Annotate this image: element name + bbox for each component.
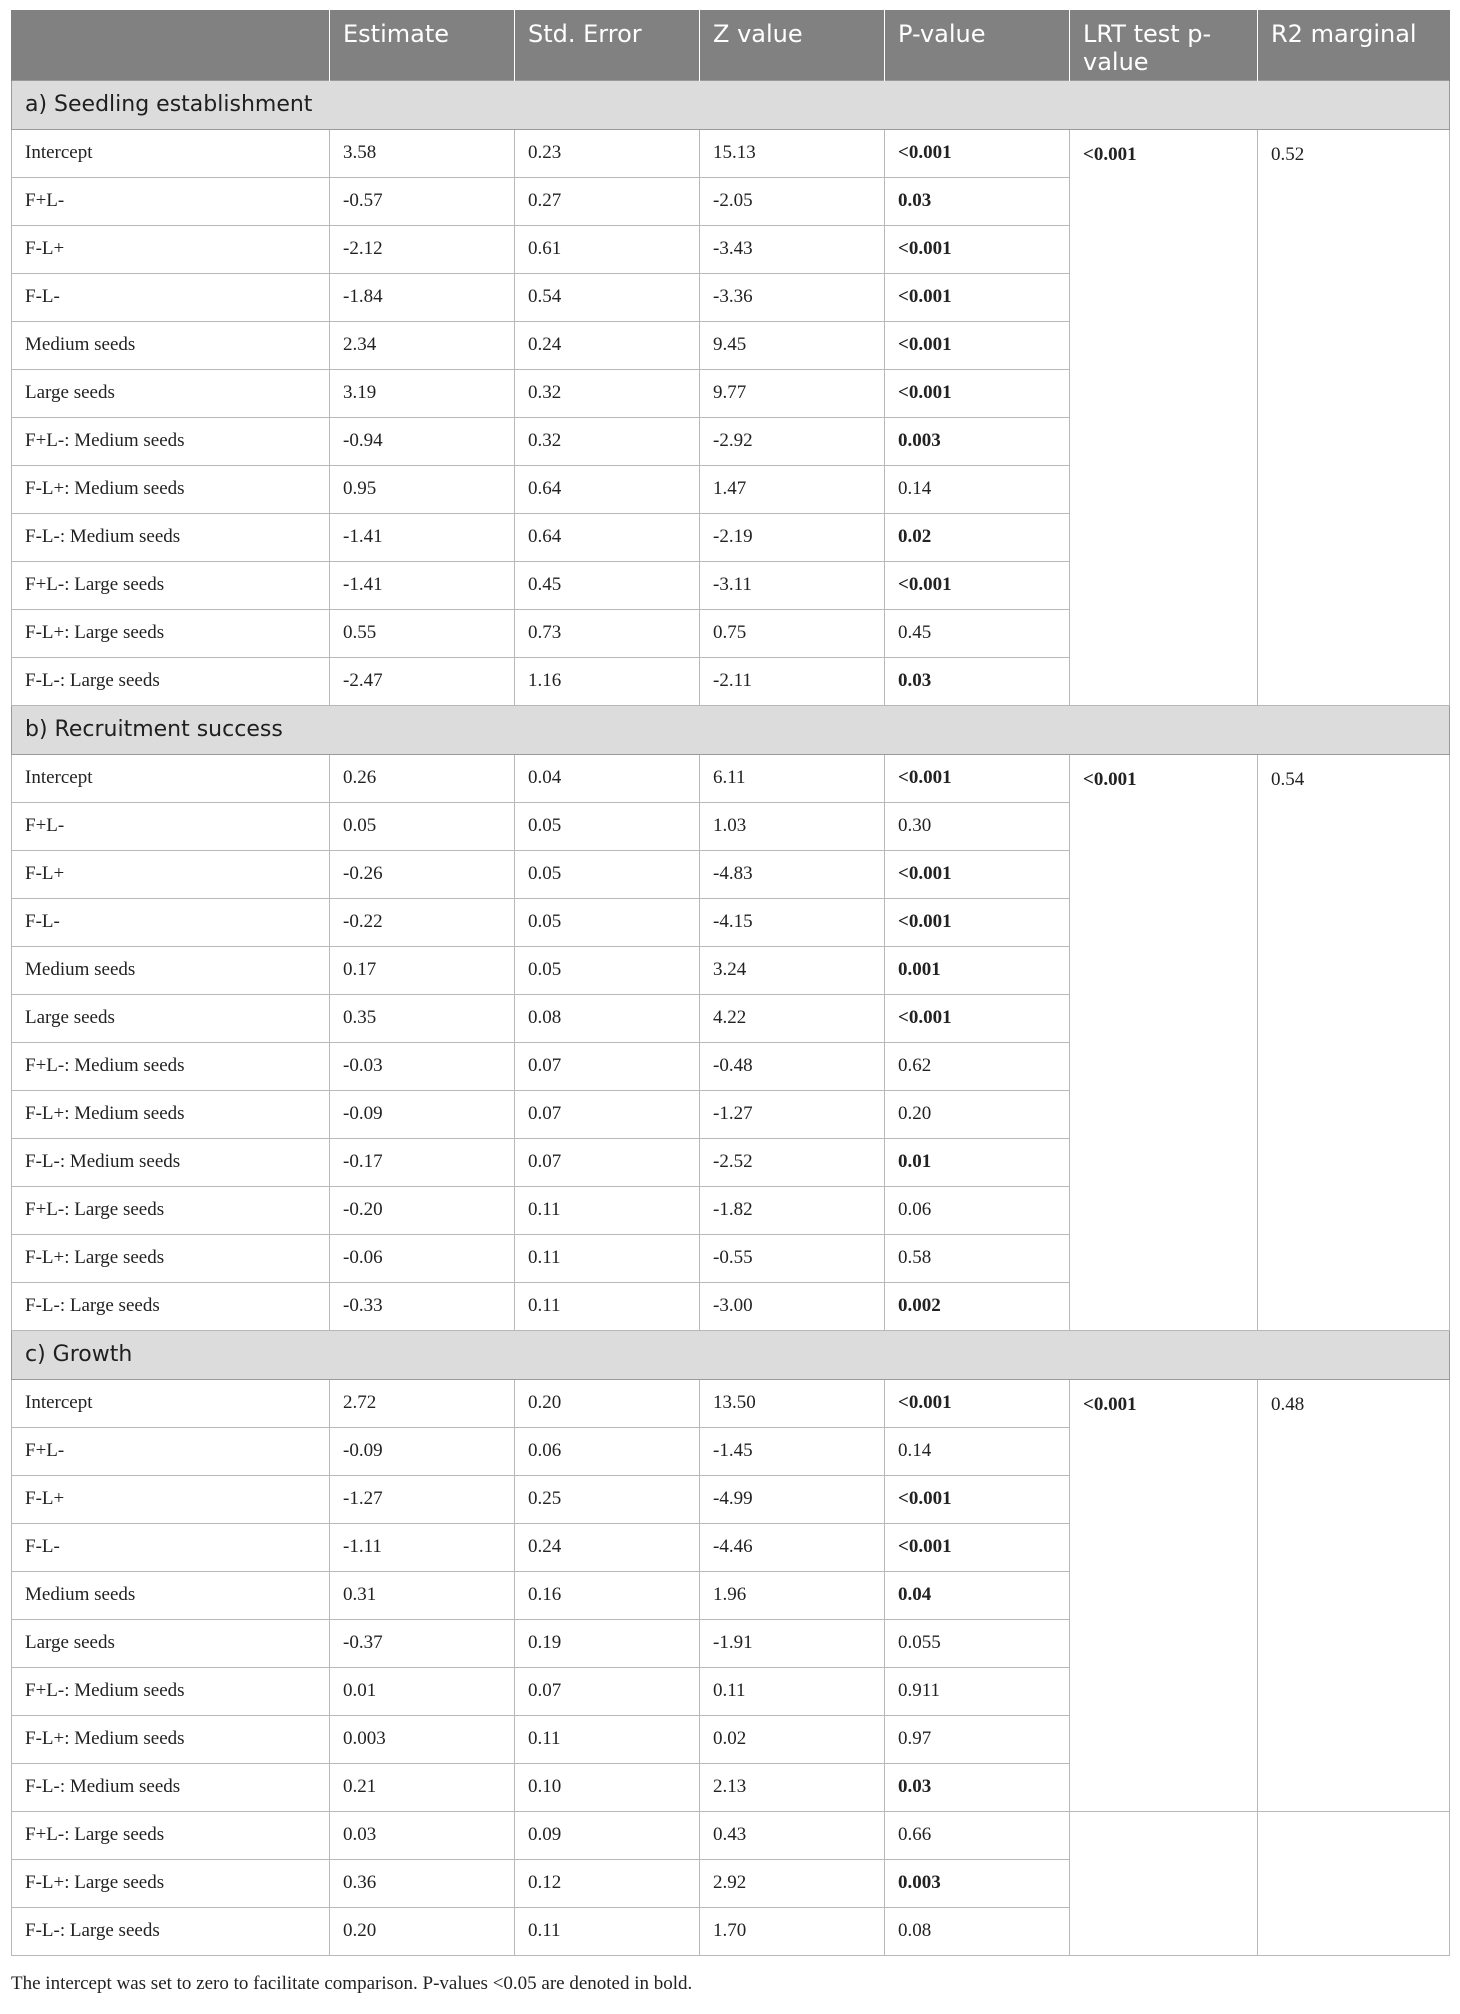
estimate-cell: 3.19 (330, 369, 515, 417)
section-title: c) Growth (12, 1330, 1450, 1379)
z-value-cell: -1.45 (700, 1427, 885, 1475)
term-cell: F-L-: Medium seeds (12, 1763, 330, 1811)
z-value-cell: 4.22 (700, 994, 885, 1042)
std-error-cell: 0.32 (515, 369, 700, 417)
z-value-cell: -0.55 (700, 1234, 885, 1282)
term-cell: F+L-: Medium seeds (12, 417, 330, 465)
estimate-cell: -0.37 (330, 1619, 515, 1667)
term-cell: F-L+: Large seeds (12, 609, 330, 657)
estimate-cell: -2.12 (330, 225, 515, 273)
std-error-cell: 0.19 (515, 1619, 700, 1667)
term-cell: Intercept (12, 129, 330, 177)
z-value-cell: 9.45 (700, 321, 885, 369)
p-value-cell: <0.001 (885, 273, 1070, 321)
std-error-cell: 0.54 (515, 273, 700, 321)
std-error-cell: 0.05 (515, 802, 700, 850)
z-value-cell: 3.24 (700, 946, 885, 994)
z-value-cell: 6.11 (700, 754, 885, 802)
estimate-cell: -0.17 (330, 1138, 515, 1186)
term-cell: F+L-: Medium seeds (12, 1042, 330, 1090)
term-cell: F-L+: Medium seeds (12, 1715, 330, 1763)
term-cell: Large seeds (12, 994, 330, 1042)
r2-marginal-cell: 0.48 (1258, 1379, 1450, 1811)
std-error-cell: 0.24 (515, 321, 700, 369)
estimate-cell: 0.31 (330, 1571, 515, 1619)
std-error-cell: 0.04 (515, 754, 700, 802)
lrt-p-value-cell: <0.001 (1070, 754, 1258, 1330)
p-value-cell: <0.001 (885, 1475, 1070, 1523)
term-cell: F-L- (12, 1523, 330, 1571)
term-cell: Large seeds (12, 369, 330, 417)
std-error-cell: 0.73 (515, 609, 700, 657)
estimate-cell: 3.58 (330, 129, 515, 177)
p-value-cell: <0.001 (885, 369, 1070, 417)
z-value-cell: -2.19 (700, 513, 885, 561)
p-value-cell: <0.001 (885, 850, 1070, 898)
std-error-cell: 0.61 (515, 225, 700, 273)
std-error-cell: 0.24 (515, 1523, 700, 1571)
table-row (12, 1811, 1450, 1859)
term-cell: F-L+ (12, 1475, 330, 1523)
term-cell: F-L+: Large seeds (12, 1234, 330, 1282)
estimate-cell: 0.05 (330, 802, 515, 850)
term-cell: Intercept (12, 1379, 330, 1427)
std-error-cell: 0.11 (515, 1186, 700, 1234)
table-row (12, 129, 1450, 177)
p-value-cell: <0.001 (885, 898, 1070, 946)
p-value-cell: 0.03 (885, 657, 1070, 705)
z-value-cell: 1.96 (700, 1571, 885, 1619)
estimate-cell: 0.55 (330, 609, 515, 657)
section-header-row (12, 705, 1450, 754)
table-footnote: The intercept was set to zero to facilitate comparison. P-values <0.05 are denoted in bold. (11, 1973, 693, 1994)
p-value-cell: 0.003 (885, 1859, 1070, 1907)
z-value-cell: -2.92 (700, 417, 885, 465)
estimate-cell: -0.94 (330, 417, 515, 465)
term-cell: Medium seeds (12, 1571, 330, 1619)
z-value-cell: -1.82 (700, 1186, 885, 1234)
header-std-error: Std. Error (515, 10, 700, 80)
p-value-cell: 0.45 (885, 609, 1070, 657)
estimate-cell: 2.72 (330, 1379, 515, 1427)
term-cell: Large seeds (12, 1619, 330, 1667)
p-value-cell: 0.58 (885, 1234, 1070, 1282)
p-value-cell: 0.97 (885, 1715, 1070, 1763)
z-value-cell: 0.43 (700, 1811, 885, 1859)
z-value-cell: 9.77 (700, 369, 885, 417)
z-value-cell: -3.11 (700, 561, 885, 609)
estimate-cell: -0.57 (330, 177, 515, 225)
term-cell: F-L-: Large seeds (12, 1282, 330, 1330)
std-error-cell: 0.11 (515, 1282, 700, 1330)
p-value-cell: 0.62 (885, 1042, 1070, 1090)
p-value-cell: 0.03 (885, 177, 1070, 225)
term-cell: F+L- (12, 177, 330, 225)
z-value-cell: -4.83 (700, 850, 885, 898)
z-value-cell: 1.47 (700, 465, 885, 513)
p-value-cell: <0.001 (885, 994, 1070, 1042)
std-error-cell: 0.12 (515, 1859, 700, 1907)
z-value-cell: -1.27 (700, 1090, 885, 1138)
estimate-cell: -1.41 (330, 561, 515, 609)
z-value-cell: -3.36 (700, 273, 885, 321)
p-value-cell: 0.30 (885, 802, 1070, 850)
z-value-cell: 0.11 (700, 1667, 885, 1715)
r2-marginal-cell: 0.52 (1258, 129, 1450, 705)
p-value-cell: 0.08 (885, 1907, 1070, 1955)
z-value-cell: 1.03 (700, 802, 885, 850)
estimate-cell: -0.22 (330, 898, 515, 946)
estimate-cell: -0.09 (330, 1090, 515, 1138)
std-error-cell: 0.25 (515, 1475, 700, 1523)
header-lrt-p-value: LRT test p-value (1070, 10, 1258, 80)
p-value-cell: <0.001 (885, 321, 1070, 369)
estimate-cell: 0.01 (330, 1667, 515, 1715)
std-error-cell: 0.07 (515, 1138, 700, 1186)
std-error-cell: 0.09 (515, 1811, 700, 1859)
z-value-cell: -4.46 (700, 1523, 885, 1571)
p-value-cell: 0.66 (885, 1811, 1070, 1859)
z-value-cell: -2.52 (700, 1138, 885, 1186)
term-cell: F-L+: Medium seeds (12, 465, 330, 513)
term-cell: Intercept (12, 754, 330, 802)
z-value-cell: 13.50 (700, 1379, 885, 1427)
z-value-cell: -3.43 (700, 225, 885, 273)
p-value-cell: <0.001 (885, 129, 1070, 177)
term-cell: Medium seeds (12, 321, 330, 369)
p-value-cell: 0.055 (885, 1619, 1070, 1667)
estimate-cell: -0.06 (330, 1234, 515, 1282)
estimate-cell: 0.20 (330, 1907, 515, 1955)
p-value-cell: <0.001 (885, 1523, 1070, 1571)
estimate-cell: -1.84 (330, 273, 515, 321)
std-error-cell: 0.05 (515, 946, 700, 994)
estimate-cell: 0.03 (330, 1811, 515, 1859)
term-cell: F-L+: Large seeds (12, 1859, 330, 1907)
estimate-cell: -0.20 (330, 1186, 515, 1234)
table-row (12, 754, 1450, 802)
z-value-cell: 2.13 (700, 1763, 885, 1811)
std-error-cell: 0.11 (515, 1907, 700, 1955)
p-value-cell: 0.20 (885, 1090, 1070, 1138)
z-value-cell: -1.91 (700, 1619, 885, 1667)
std-error-cell: 0.07 (515, 1667, 700, 1715)
estimate-cell: 0.35 (330, 994, 515, 1042)
p-value-cell: 0.911 (885, 1667, 1070, 1715)
z-value-cell: -4.99 (700, 1475, 885, 1523)
estimate-cell: 0.26 (330, 754, 515, 802)
header-r2-marginal: R2 marginal (1258, 10, 1450, 80)
estimate-cell: -0.03 (330, 1042, 515, 1090)
section-title: a) Seedling establishment (12, 80, 1450, 129)
estimate-cell: 0.95 (330, 465, 515, 513)
std-error-cell: 0.07 (515, 1090, 700, 1138)
results-table (11, 10, 1450, 1956)
std-error-cell: 0.64 (515, 465, 700, 513)
term-cell: F+L-: Large seeds (12, 561, 330, 609)
term-cell: Medium seeds (12, 946, 330, 994)
estimate-cell: 0.36 (330, 1859, 515, 1907)
term-cell: F-L+ (12, 850, 330, 898)
estimate-cell: -0.26 (330, 850, 515, 898)
std-error-cell: 0.05 (515, 898, 700, 946)
p-value-cell: 0.14 (885, 1427, 1070, 1475)
z-value-cell: -2.05 (700, 177, 885, 225)
std-error-cell: 0.45 (515, 561, 700, 609)
p-value-cell: 0.003 (885, 417, 1070, 465)
p-value-cell: 0.03 (885, 1763, 1070, 1811)
z-value-cell: -2.11 (700, 657, 885, 705)
z-value-cell: 0.75 (700, 609, 885, 657)
estimate-cell: -1.41 (330, 513, 515, 561)
header-p-value: P-value (885, 10, 1070, 80)
p-value-cell: <0.001 (885, 561, 1070, 609)
std-error-cell: 0.10 (515, 1763, 700, 1811)
header-z-value: Z value (700, 10, 885, 80)
p-value-cell: 0.02 (885, 513, 1070, 561)
term-cell: F+L-: Medium seeds (12, 1667, 330, 1715)
term-cell: F-L-: Large seeds (12, 657, 330, 705)
z-value-cell: 0.02 (700, 1715, 885, 1763)
std-error-cell: 0.11 (515, 1234, 700, 1282)
p-value-cell: 0.04 (885, 1571, 1070, 1619)
term-cell: F-L+: Medium seeds (12, 1090, 330, 1138)
table-row (12, 1379, 1450, 1427)
estimate-cell: 0.21 (330, 1763, 515, 1811)
p-value-cell: 0.06 (885, 1186, 1070, 1234)
std-error-cell: 0.16 (515, 1571, 700, 1619)
results-table-container (11, 10, 1449, 1956)
z-value-cell: 15.13 (700, 129, 885, 177)
std-error-cell: 0.64 (515, 513, 700, 561)
std-error-cell: 0.20 (515, 1379, 700, 1427)
table-body (12, 80, 1450, 1955)
estimate-cell: 0.17 (330, 946, 515, 994)
estimate-cell: 2.34 (330, 321, 515, 369)
header-estimate: Estimate (330, 10, 515, 80)
empty-r2-cell (1258, 1811, 1450, 1955)
estimate-cell: -2.47 (330, 657, 515, 705)
term-cell: F+L-: Large seeds (12, 1186, 330, 1234)
r2-marginal-cell: 0.54 (1258, 754, 1450, 1330)
std-error-cell: 0.06 (515, 1427, 700, 1475)
term-cell: F-L-: Medium seeds (12, 1138, 330, 1186)
std-error-cell: 0.08 (515, 994, 700, 1042)
z-value-cell: -3.00 (700, 1282, 885, 1330)
estimate-cell: -1.11 (330, 1523, 515, 1571)
std-error-cell: 0.32 (515, 417, 700, 465)
std-error-cell: 0.05 (515, 850, 700, 898)
std-error-cell: 0.07 (515, 1042, 700, 1090)
z-value-cell: 1.70 (700, 1907, 885, 1955)
p-value-cell: <0.001 (885, 225, 1070, 273)
header-row (12, 10, 1450, 80)
z-value-cell: -0.48 (700, 1042, 885, 1090)
estimate-cell: -0.09 (330, 1427, 515, 1475)
std-error-cell: 0.27 (515, 177, 700, 225)
std-error-cell: 1.16 (515, 657, 700, 705)
lrt-p-value-cell: <0.001 (1070, 1379, 1258, 1811)
section-header-row (12, 1330, 1450, 1379)
std-error-cell: 0.23 (515, 129, 700, 177)
estimate-cell: -0.33 (330, 1282, 515, 1330)
z-value-cell: 2.92 (700, 1859, 885, 1907)
header-term (12, 10, 330, 80)
z-value-cell: -4.15 (700, 898, 885, 946)
p-value-cell: 0.01 (885, 1138, 1070, 1186)
p-value-cell: 0.002 (885, 1282, 1070, 1330)
p-value-cell: 0.001 (885, 946, 1070, 994)
p-value-cell: 0.14 (885, 465, 1070, 513)
estimate-cell: 0.003 (330, 1715, 515, 1763)
term-cell: F+L- (12, 1427, 330, 1475)
estimate-cell: -1.27 (330, 1475, 515, 1523)
term-cell: F-L- (12, 273, 330, 321)
section-title: b) Recruitment success (12, 705, 1450, 754)
lrt-p-value-cell: <0.001 (1070, 129, 1258, 705)
term-cell: F+L-: Large seeds (12, 1811, 330, 1859)
section-header-row (12, 80, 1450, 129)
term-cell: F-L-: Large seeds (12, 1907, 330, 1955)
empty-lrt-cell (1070, 1811, 1258, 1955)
term-cell: F+L- (12, 802, 330, 850)
p-value-cell: <0.001 (885, 1379, 1070, 1427)
p-value-cell: <0.001 (885, 754, 1070, 802)
std-error-cell: 0.11 (515, 1715, 700, 1763)
term-cell: F-L+ (12, 225, 330, 273)
term-cell: F-L- (12, 898, 330, 946)
term-cell: F-L-: Medium seeds (12, 513, 330, 561)
